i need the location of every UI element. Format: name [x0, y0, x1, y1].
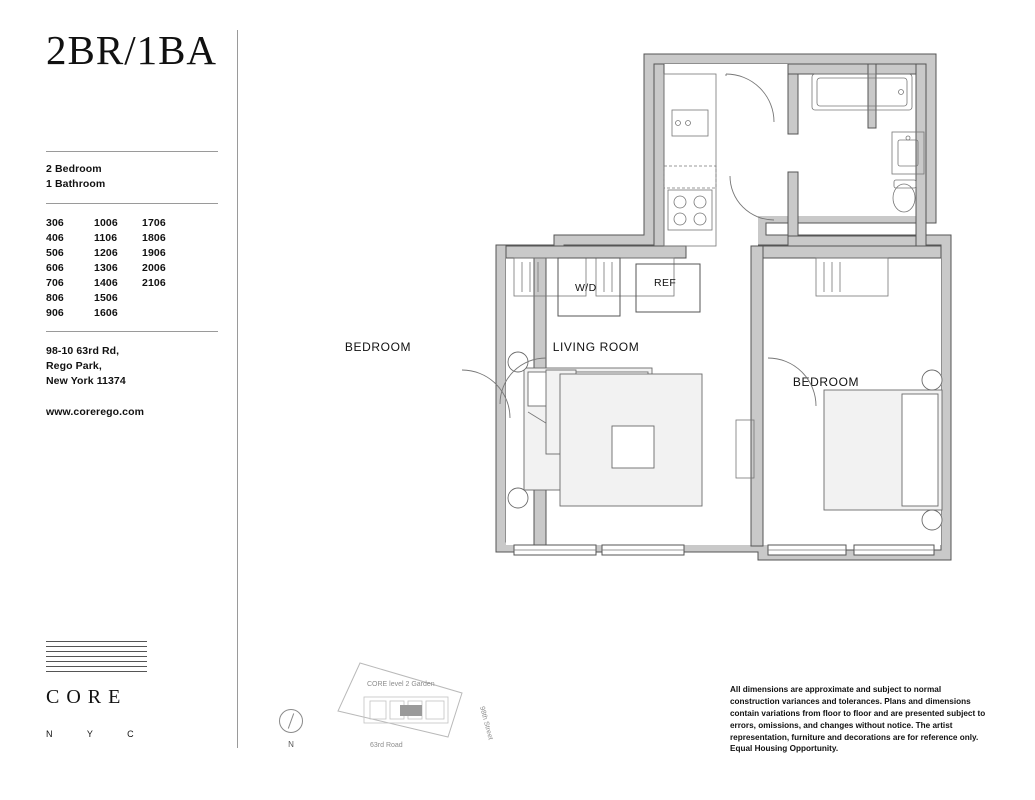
unit-row — [46, 276, 218, 291]
unit-number: 906 — [46, 306, 64, 319]
unit-number: 1306 — [94, 262, 118, 275]
compass-label: N — [288, 740, 294, 749]
unit-number: 1406 — [94, 277, 118, 290]
unit-number: 1906 — [142, 247, 166, 260]
logo-wordmark: CORE — [46, 686, 128, 708]
bathroom-count: 1 Bathroom — [46, 178, 106, 191]
core-logo — [46, 641, 150, 739]
disclaimer-text: All dimensions are approximate and subject to normal construction variances and tolerances. Plans and dimensions contain variations from floor to floor and are presented subject to errors, omissions, and changes without notice. The artist representation, furniture and decorations are for reference only. Equal Housing Opportunity. — [730, 685, 986, 754]
compass-needle — [288, 713, 294, 728]
compass — [277, 709, 305, 749]
logo-subtitle: N Y C — [46, 729, 150, 739]
unit-number: 1706 — [142, 217, 166, 230]
unit-row — [46, 261, 218, 276]
keyplan-street-bottom: 63rd Road — [370, 742, 403, 749]
compass-icon — [279, 709, 303, 733]
unit-row — [46, 291, 218, 306]
unit-number: 1506 — [94, 291, 118, 304]
unit-row — [46, 216, 218, 231]
unit-number: 706 — [46, 277, 64, 290]
room-label-bedroom-right: BEDROOM — [792, 375, 860, 389]
unit-number: 406 — [46, 232, 64, 245]
info-panel — [46, 27, 218, 419]
key-plan — [330, 645, 505, 755]
unit-number: 606 — [46, 262, 64, 275]
unit-row — [46, 231, 218, 246]
unit-number: 2006 — [142, 262, 166, 275]
unit-number: 1606 — [94, 306, 118, 319]
appliance-label-wd: W/D — [575, 282, 597, 294]
logo-lines — [46, 641, 147, 672]
unit-number — [142, 306, 190, 321]
address-line: New York 11374 — [46, 375, 126, 388]
building-address — [46, 332, 218, 390]
unit-number: 806 — [46, 291, 64, 304]
unit-number — [142, 291, 190, 306]
unit-number: 1206 — [94, 247, 118, 260]
unit-number: 1106 — [94, 232, 118, 245]
vertical-divider — [237, 30, 238, 748]
unit-number: 306 — [46, 217, 64, 230]
unit-number: 506 — [46, 247, 64, 260]
unit-row — [46, 246, 218, 261]
unit-number: 2106 — [142, 277, 166, 290]
address-line: 98-10 63rd Rd, — [46, 344, 120, 357]
address-line: Rego Park, — [46, 360, 102, 372]
unit-row — [46, 306, 218, 321]
unit-summary — [46, 152, 218, 203]
room-label-living: LIVING ROOM — [552, 340, 640, 354]
page-title: 2BR/1BA — [46, 27, 218, 73]
appliance-label-ref: REF — [654, 277, 677, 289]
website-link[interactable]: www.corerego.com — [46, 406, 145, 419]
unit-number: 1806 — [142, 232, 166, 245]
floorplan-drawing — [296, 40, 976, 580]
keyplan-level-label: CORE level 2 Garden — [367, 681, 435, 688]
bedroom-count: 2 Bedroom — [46, 163, 102, 175]
unit-number-list — [46, 204, 218, 330]
unit-number: 1006 — [94, 217, 118, 230]
room-label-bedroom-left: BEDROOM — [344, 340, 412, 354]
keyplan-street-right: 98th Street — [478, 705, 494, 741]
